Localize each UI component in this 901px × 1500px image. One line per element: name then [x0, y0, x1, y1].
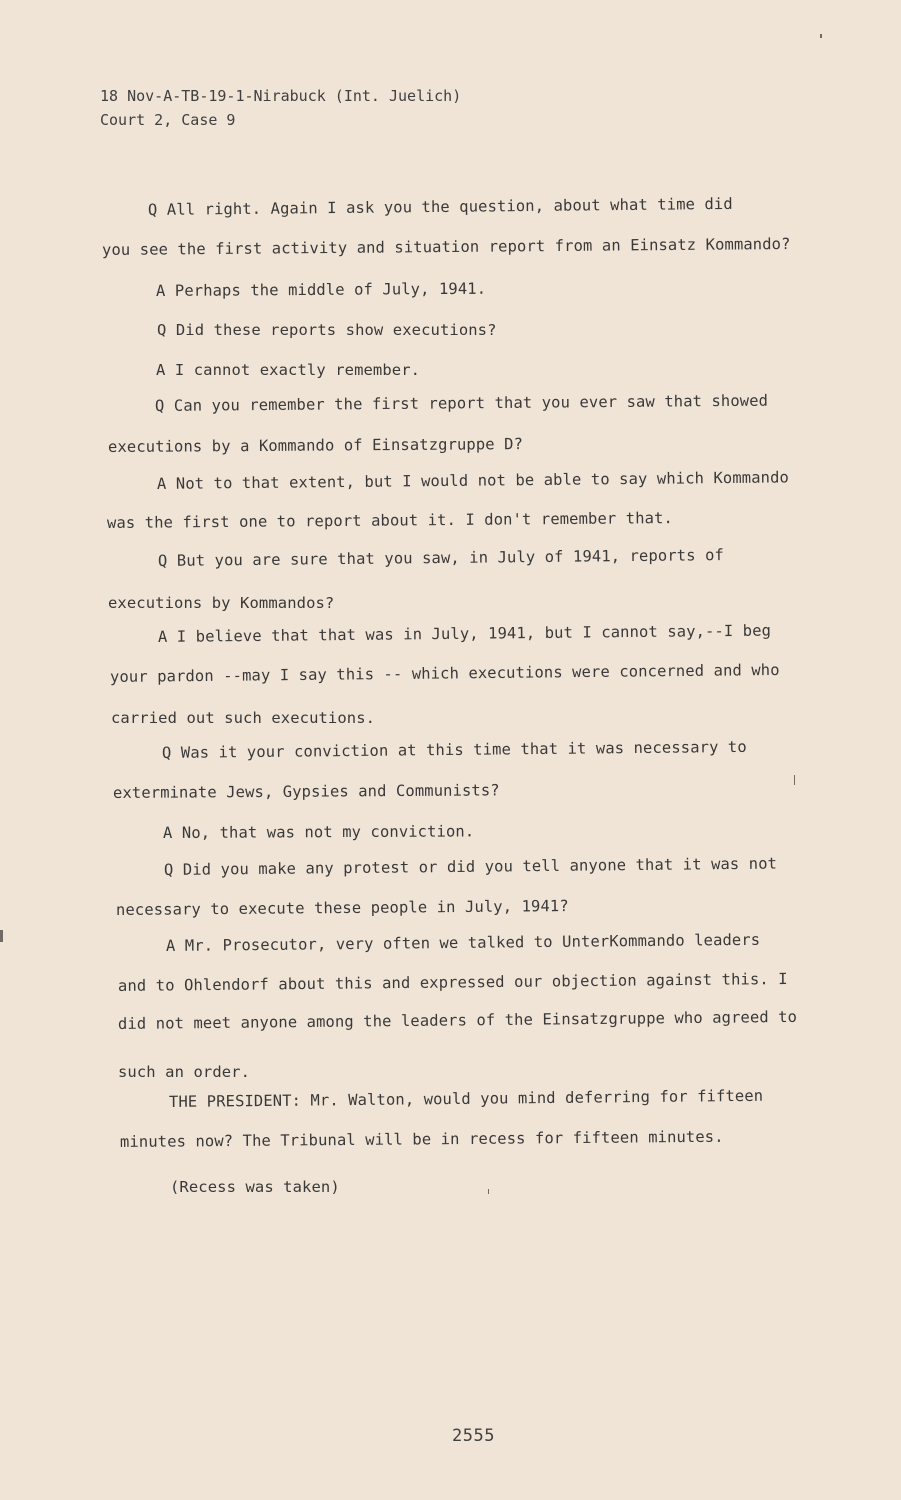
transcript-line: carried out such executions.	[111, 709, 376, 727]
transcript-line: Q All right. Again I ask you the question, about what time did	[147, 194, 733, 219]
transcript-line: A I cannot exactly remember.	[156, 361, 421, 379]
header-session-line: 18 Nov-A-TB-19-1-Nirabuck (Int. Juelich)	[100, 87, 462, 105]
transcript-line: Q But you are sure that you saw, in July of 1941, reports of	[157, 546, 724, 570]
transcript-line: was the first one to report about it. I don't remember that.	[106, 509, 673, 532]
transcript-line: you see the first activity and situation report from an Einsatz Kommando?	[101, 234, 791, 259]
transcript-line: THE PRESIDENT: Mr. Walton, would you mind deferring for fifteen	[168, 1086, 764, 1111]
transcript-line: executions by a Kommando of Einsatzgruppe D?	[107, 435, 524, 456]
transcript-line: exterminate Jews, Gypsies and Communists?	[112, 781, 500, 802]
edge-mark	[0, 930, 3, 942]
transcript-line: A I believe that that was in July, 1941, but I cannot say,--I beg	[157, 621, 772, 646]
transcript-line: Q Did these reports show executions?	[157, 321, 497, 339]
transcript-line: and to Ohlendorf about this and expressed our objection against this. I	[117, 969, 788, 995]
stray-mark	[488, 1189, 489, 1194]
transcript-line: Q Was it your conviction at this time that it was necessary to	[161, 737, 747, 762]
transcript-line: Q Can you remember the first report that you ever saw that showed	[154, 391, 769, 415]
speck-mark	[820, 34, 822, 38]
transcript-line: A Mr. Prosecutor, very often we talked to UnterKommando leaders	[165, 930, 761, 955]
transcript-line: minutes now? The Tribunal will be in recess for fifteen minutes.	[119, 1127, 724, 1151]
page-number: 2555	[452, 1426, 495, 1446]
transcript-line: did not meet anyone among the leaders of the Einsatzgruppe who agreed to	[117, 1007, 798, 1033]
transcript-line: A Perhaps the middle of July, 1941.	[155, 279, 487, 300]
transcript-line: Q Did you make any protest or did you tell anyone that it was not	[163, 854, 778, 879]
transcript-line: executions by Kommandos?	[108, 594, 335, 612]
header-court-line: Court 2, Case 9	[100, 111, 236, 129]
stray-mark	[794, 775, 795, 785]
transcript-line: such an order.	[118, 1063, 251, 1081]
transcript-line: your pardon --may I say this -- which executions were concerned and who	[109, 660, 780, 686]
transcript-line: necessary to execute these people in July, 1941?	[115, 897, 569, 919]
transcript-line: (Recess was taken)	[170, 1178, 340, 1196]
document-header	[100, 84, 461, 132]
transcript-line: A Not to that extent, but I would not be able to say which Kommando	[156, 468, 789, 493]
transcript-line: A No, that was not my conviction.	[162, 822, 475, 842]
